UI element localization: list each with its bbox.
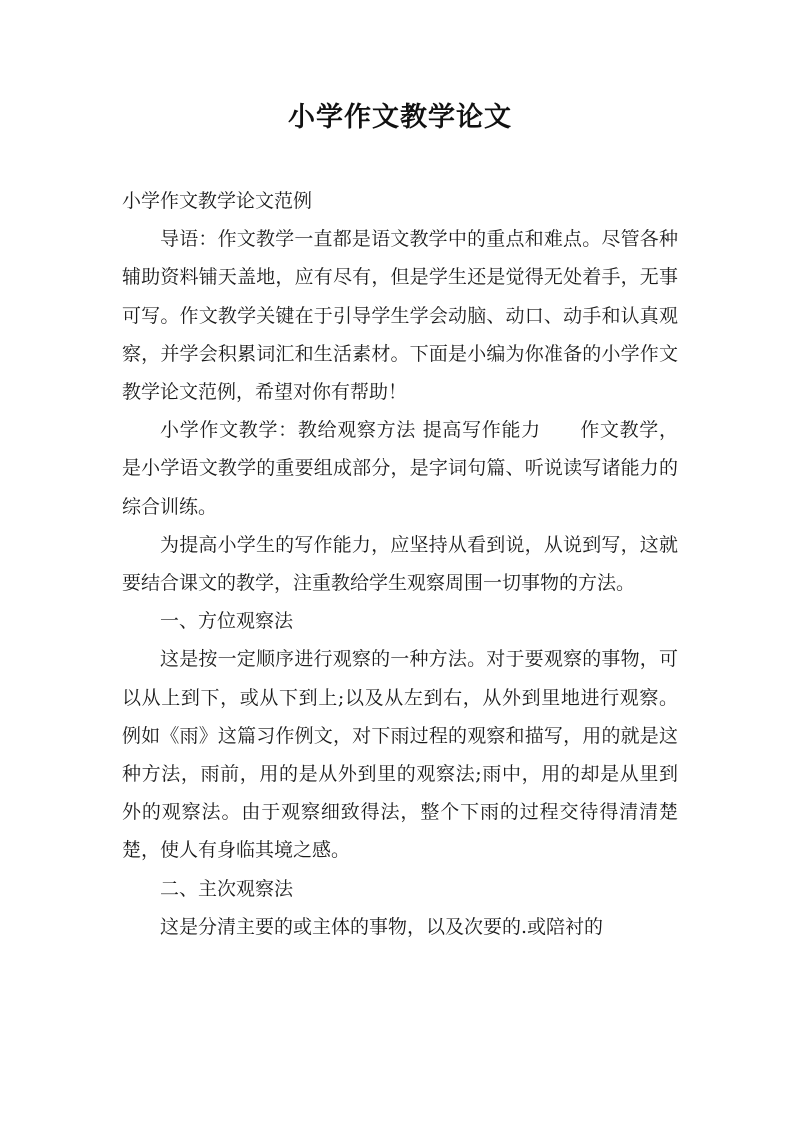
section-heading-primary-secondary: 二、主次观察法 <box>160 877 294 900</box>
document-body <box>122 182 678 946</box>
intro-paragraph: 导语：作文教学一直都是语文教学中的重点和难点。尽管各种辅助资料铺天盖地，应有尽有，但是学生还是觉得无处着手，无事可写。作文教学关键在于引导学生学会动脑、动口、动手和认真观察，并学会积累词汇和生活素材。下面是小编为你准备的小学作文教学论文范例，希望对你有帮助！ <box>122 228 678 404</box>
section-heading-direction: 一、方位观察法 <box>160 610 294 633</box>
direction-method-paragraph: 这是按一定顺序进行观察的一种方法。对于要观察的事物，可以从上到下，或从下到上;以及从左到右，从外到里地进行观察。例如《雨》这篇习作例文，对下雨过程的观察和描写，用的就是这种方法，雨前，用的是从外到里的观察法;雨中，用的却是从里到外的观察法。由于观察细致得法，整个下雨的过程交待得清清楚楚，使人有身临其境之感。 <box>122 648 678 862</box>
subtitle-paragraph: 小学作文教学论文范例 <box>122 190 313 212</box>
document-title: 小学作文教学论文 <box>288 102 512 133</box>
writing-ability-paragraph: 为提高小学生的写作能力，应坚持从看到说，从说到写，这就要结合课文的教学，注重教给学生观察周围一切事物的方法。 <box>122 533 678 595</box>
primary-secondary-paragraph: 这是分清主要的或主体的事物，以及次要的.或陪衬的 <box>160 915 604 938</box>
teaching-paragraph: 小学作文教学：教给观察方法 提高写作能力 作文教学，是小学语文教学的重要组成部分，是字词句篇、听说读写诸能力的综合训练。 <box>122 419 678 518</box>
